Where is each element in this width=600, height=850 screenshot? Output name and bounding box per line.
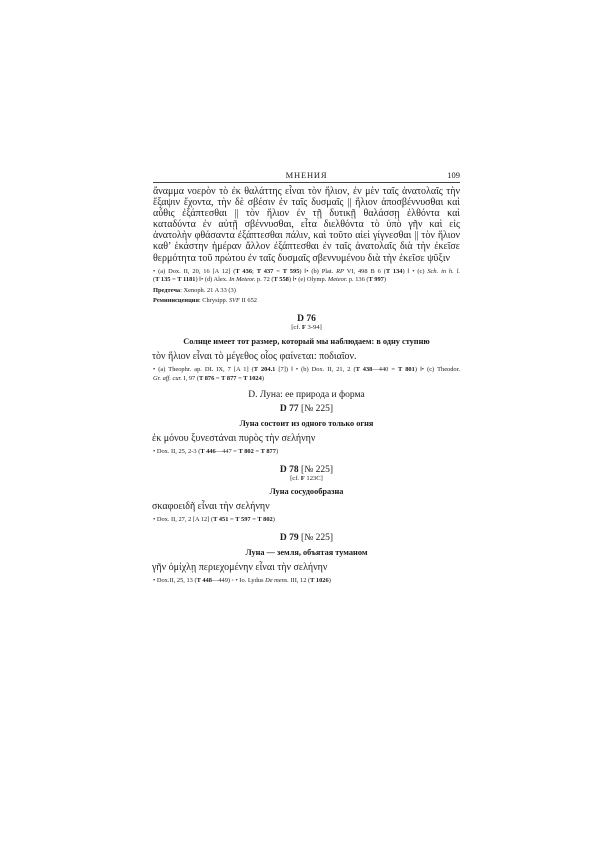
greek-line: ἔξαψιν ἔχοντα, τὴν δὲ σβέσιν ἐν ταῖς δυσμαῖς || ἥλιον ἀποσβέννυσθαι καὶ xyxy=(153,197,460,209)
source-line: • (a) Dox. II, 20, 16 [A 12] (T 436; T 437 = T 595) ‖• (b) Plat. RP VI, 498 B 6 (T 134) ‖ • (c) Sch. in h. l. xyxy=(153,267,460,275)
entry-greek: ἐκ μόνου ξυνεστάναι πυρὸς τὴν σελήνην xyxy=(152,432,316,444)
greek-line: καταδύντα ἐν αὐτῇ σβέννυσθαι, εἶτα διελθόντα τὸ ὑπὸ γῆν καὶ εἰς xyxy=(153,219,460,231)
entry-cf: [cf. F 123C] xyxy=(290,475,323,483)
page-content xyxy=(153,168,460,585)
predtecha-note: Предтеча: Xenoph. 21 A 33 (3) xyxy=(153,287,236,295)
page-number: 109 xyxy=(447,170,460,180)
entry-greek: γῆν ὀμίχλῃ περιεχομένην εἶναι τὴν σελήνην xyxy=(152,561,328,573)
entry-sources xyxy=(153,366,460,383)
greek-line: ἄναμμα νοερὸν τὸ ἐκ θαλάττης εἶναι τὸν ἥλιον, ἐν μὲν ταῖς ἀνατολαῖς τὴν xyxy=(153,186,460,197)
source-line: (T 135 = T 1181) ‖• (d) Alex. In Meteor. p. 72 (T 558) ‖• (e) Olymp. Meteor. p. 136 (T 997) xyxy=(153,275,387,283)
header-title: МНЕНИЯ xyxy=(285,170,328,180)
entry-d78 xyxy=(153,465,460,524)
entry-d77 xyxy=(153,404,460,456)
entry-cf: [cf. F 3-94] xyxy=(291,323,322,331)
greek-fragment-text xyxy=(153,186,460,264)
greek-line: καθ’ ἑκάστην ἡμέραν ἄλλον ἐξάπτεσθαι ἐν ταῖς ἀνατολαῖς διὰ τὴν ἐκεῖσε xyxy=(153,241,460,253)
entry-sources xyxy=(153,577,460,585)
entry-d76 xyxy=(153,314,460,383)
entry-number: D 77 [№ 225] xyxy=(279,403,334,414)
source-line: • Dox. II, 25, 2-3 (T 446—447 = T 802 = T 877) xyxy=(153,447,279,455)
section-heading: D. Луна: ее природа и форма xyxy=(248,389,365,400)
running-header xyxy=(153,168,460,183)
entry-number: D 76 xyxy=(297,313,316,324)
entry-title: Солнце имеет тот размер, который мы наблюдаем: в одну ступню xyxy=(183,337,430,347)
greek-line: ἀνατολὴν φθάσαντα ἐξάπτεσθαι πάλιν, καὶ τοῦτο αἰεὶ γίγνεσθαι || τὸν ἥλιον xyxy=(153,230,460,242)
source-line: • (a) Theophr. ap. DL IX, 7 [A 1] (T 204.1 [7]) ‖ • (b) Dox. II, 21, 2 (T 438—440 = T 801) ‖• (c) Theodor. xyxy=(153,366,460,374)
entry-number: D 78 [№ 225] xyxy=(279,465,334,476)
entry-greek: σκαφοειδῆ εἶναι τὴν σελήνην xyxy=(152,500,270,512)
source-line: • Dox.II, 25, 13 (T 448—449) ◦ • Io. Lydus De mens. III, 12 (T 1026) xyxy=(153,576,331,584)
greek-line: θερμότητα τοῦ πρώτου ἐν ταῖς δυσμαῖς σβεννυμένου διὰ τὴν ἐκεῖσε ψῦξιν xyxy=(153,252,451,264)
source-line: Gr. aff. cur. I, 97 (T 876 = T 877 = T 1024) xyxy=(153,374,264,382)
entry-d79 xyxy=(153,533,460,585)
greek-line: αὖθις ἐξάπτεσθαι || τὸν ἥλιον ἐν τῇ δυτικῇ θαλάσσῃ ἐλθόντα καὶ xyxy=(153,208,460,220)
related-notes xyxy=(153,287,460,305)
entry-sources xyxy=(153,516,460,524)
entry-title: Луна — земля, объятая туманом xyxy=(245,547,368,557)
sources-block xyxy=(153,268,460,285)
entry-title: Луна состоит из одного только огня xyxy=(239,418,374,428)
entry-greek: τὸν ἥλιον εἶναι τὸ μέγεθος οἷος φαίνεται: ποδιαῖον. xyxy=(152,351,357,363)
reminiscence-note: Реминисценция: Chrysipp. SVF II 652 xyxy=(153,296,257,304)
entry-sources xyxy=(153,448,460,456)
source-line: • Dox. II, 27, 2 [A 12] (T 451 = T 597 = T 802) xyxy=(153,515,275,523)
entry-number: D 79 [№ 225] xyxy=(279,532,334,543)
entry-title: Луна сосудообразна xyxy=(269,486,344,496)
